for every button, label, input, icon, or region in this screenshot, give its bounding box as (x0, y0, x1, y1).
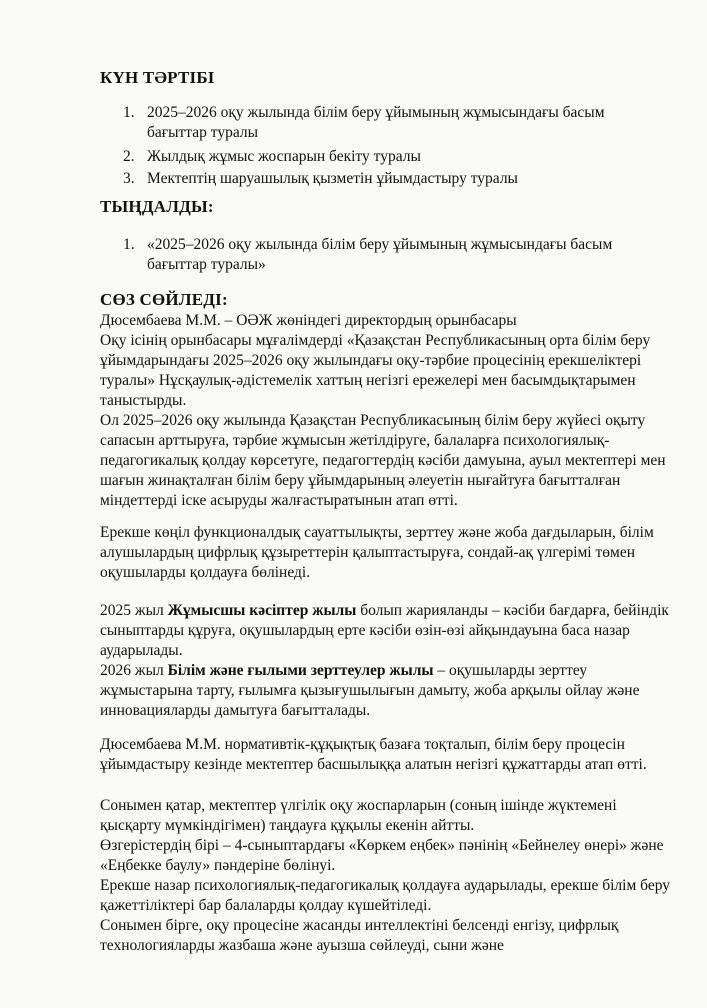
agenda-item-number: 2. (123, 148, 135, 165)
listened-list (0, 235, 687, 275)
agenda-item-text-cont: бағыттар туралы (147, 124, 259, 141)
agenda-list (0, 103, 687, 189)
year-theme-bold: Жұмысшы кәсіптер жылы (167, 602, 357, 619)
agenda-item-text: Мектептің шаруашылық қызметін ұйымдастыру туралы (147, 170, 518, 187)
paragraph-text: 2025 жыл (100, 602, 168, 619)
agenda-item-text: 2025–2026 оқу жылында білім беру ұйымының жұмысындағы басым (147, 104, 605, 121)
paragraph: Ерекше көңіл функционалдық сауаттылықты, зерттеу және жоба дағдыларын, білім алушылардың цифрлық құзыреттерін қалыптастыруға, сондай-ақ үлгерімі төмен оқушыларды қолдауға бөлінеді. (100, 524, 654, 581)
listened-item (0, 235, 687, 275)
paragraph: Дюсембаева М.М. нормативтік-құқықтық базаға тоқталып, білім беру процесін ұйымдастыру кезінде мектептер басшылыққа алатын негізгі құжаттарды атап өтті. (100, 736, 647, 773)
speaker-line: Дюсембаева М.М. – ОӘЖ жөніндегі директордың орынбасары (100, 312, 517, 329)
paragraph: Ерекше назар психологиялық-педагогикалық қолдауға аударылады, ерекше білім беру қажеттіліктері бар балаларды қолдау күшейтіледі. (100, 877, 670, 914)
paragraph-text: болып жарияланды – кәсіби бағдарға, бейіндік сыныптарды құруға, оқушылардың ерте кәсіби өзін-өзі айқындауына баса назар аударылады. (100, 602, 669, 659)
agenda-item (0, 169, 687, 189)
agenda-heading: КҮН ТӘРТІБІ (100, 68, 215, 87)
paragraph: Оқу ісінің орынбасары мұғалімдерді «Қазақстан Республикасының орта білім беру ұйымдарындағы 2025–2026 оқу жылындағы оқу-тәрбие процесінің ерекшеліктері туралы» Нұсқаулық-әдістемелік хаттың негізгі ережелері мен басымдықтарымен таныстырды. (100, 332, 651, 409)
agenda-item (0, 103, 687, 143)
paragraph: Ол 2025–2026 оқу жылында Қазақстан Республикасының білім беру жүйесі оқыту сапасын арттыруға, тәрбие жұмысын жетілдіруге, балаларға психологиялық-педагогикалық қолдау көрсетуге, педагогтердің кәсіби дамуына, ауыл мектептері мен шағын жинақталған білім беру ұйымдарының әлеуетін нығайтуға бағытталған міндеттерді іске асыруды жалғастыратынын атап өтті. (100, 412, 666, 509)
listened-item-number: 1. (123, 236, 135, 253)
spoke-heading: СӨЗ СӨЙЛЕДІ: (100, 290, 228, 309)
paragraph (100, 601, 680, 661)
paragraph-text: – оқушыларды зерттеу жұмыстарына тарту, ғылымға қызығушылығын дамыту, жоба арқылы ойлау және инновацияларды дамытуға бағытталады. (100, 662, 640, 719)
paragraph: Өзгерістердің бірі – 4-сыныптардағы «Көркем еңбек» пәнінің «Бейнелеу өнері» және «Еңбекке баулу» пәндеріне бөлінуі. (100, 837, 664, 874)
paragraph: Сонымен бірге, оқу процесіне жасанды интеллектіні белсенді енгізу, цифрлық технологияларды жазбаша және ауызша сөйлеуді, сыни және (100, 917, 619, 954)
agenda-item (0, 147, 687, 167)
paragraph (100, 661, 680, 721)
agenda-item-number: 3. (123, 170, 135, 187)
paragraph: Сонымен қатар, мектептер үлгілік оқу жоспарларын (соның ішінде жүктемені қысқарту мүмкіндігімен) таңдауға құқылы екенін айтты. (100, 797, 617, 834)
listened-heading: ТЫҢДАЛДЫ: (100, 197, 214, 216)
paragraph-text: 2026 жыл (100, 662, 168, 679)
listened-item-text-cont: бағыттар туралы» (147, 256, 266, 273)
agenda-item-text: Жылдық жұмыс жоспарын бекіту туралы (147, 148, 421, 165)
agenda-item-number: 1. (123, 104, 135, 121)
year-theme-bold: Білім және ғылыми зерттеулер жылы (167, 662, 434, 679)
listened-item-text: «2025–2026 оқу жылында білім беру ұйымының жұмысындағы басым (147, 236, 613, 253)
